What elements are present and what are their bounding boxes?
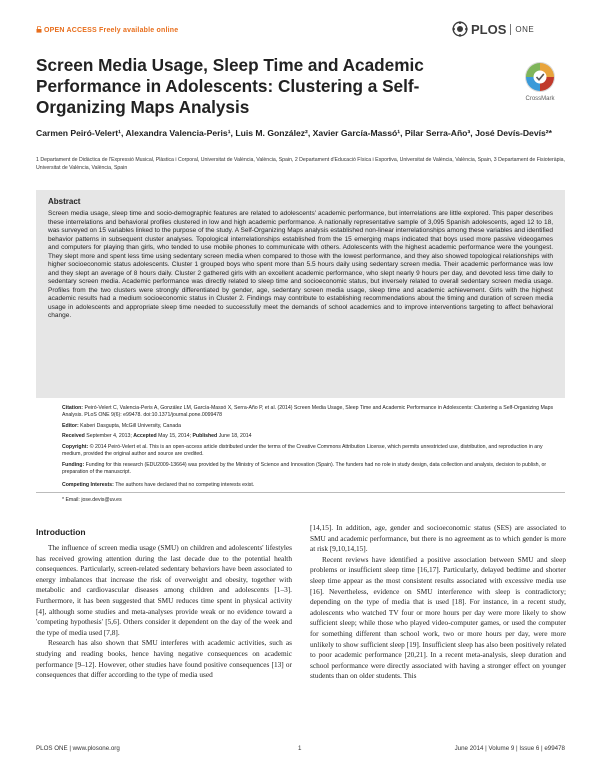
paragraph: [14,15]. In addition, age, gender and socioeconomic status (SES) are associated to SMU and academic performance, but there is no agreement as to which gender is more at risk [9,10,14,15]. bbox=[310, 523, 566, 554]
citation-text: Peiró-Velert C, Valencia-Peris A, González LM, García-Massó X, Serra-Año P, et al. (2014) Screen Media Usage, Sleep Time and Academic Performance in Adolescents: Clustering a Self-Organizing Maps Analysis. PLoS ONE 9(6): e99478. doi:10.1371/journal.pone.0099478 bbox=[62, 405, 554, 419]
funding-label: Funding: bbox=[62, 462, 85, 468]
editor-text: Kaberi Dasgupta, McGill University, Canada bbox=[80, 423, 181, 429]
page-number: 1 bbox=[298, 745, 302, 752]
paragraph: Recent reviews have identified a positive association between SMU and sleep problems or insufficient sleep time [16,17]. Particularly, delayed bedtime and shorter sleep time appear as the most consistent results associated with excessive media use [16]. Nevertheless, evidence on SMU interference with sleep is contradictory; depending on the type of media that is used [18]. For instance, in a recent study, adolescents who watched TV four or more hours per day were more likely to show sufficient sleep; while those who played video-computer games, or used the computer for something different than school work, two or more hours per day, were more unlikely to show sufficient sleep [19]. Insufficient sleep has also been positively related to poor academic performance [20,21]. In a recent meta-analysis, sleep duration and school performance were directly associated with having a stronger effect on younger students than on older students. This bbox=[310, 554, 566, 681]
crossmark-badge[interactable] bbox=[514, 60, 566, 108]
published-date: June 18, 2014 bbox=[218, 433, 252, 439]
crossmark-label: CrossMark bbox=[525, 96, 555, 102]
citation-label: Citation: bbox=[62, 405, 84, 411]
journal-logo-sub: ONE bbox=[515, 24, 535, 34]
affiliations: 1 Departament de Didàctica de l'Expressió Musical, Plàstica i Corporal, Universitat de València, València, Spain, 2 Departament d'Educació Física i Esportiva, Universitat de València, València, Spain, 3 Departament de Fisioteràpia, Universitat de València, València, Spain bbox=[36, 157, 565, 171]
received-date: September 4, 2013; bbox=[86, 433, 132, 439]
open-access-text: OPEN ACCESS Freely available online bbox=[44, 27, 179, 34]
body-column-right bbox=[310, 523, 566, 682]
history-dates bbox=[62, 433, 562, 440]
crossmark-icon bbox=[514, 60, 566, 96]
abstract-box bbox=[36, 190, 565, 398]
copyright bbox=[62, 444, 562, 458]
abstract-text: Screen media usage, sleep time and socio-demographic features are related to adolescents' academic performance, but interrelations are little explored. This paper describes these interrelations and behavioral profiles clustered in low and high academic performance. A nationally representative sample of 3,095 Spanish adolescents, aged 12 to 18, was surveyed on 15 variables linked to the purpose of the study. A Self-Organizing Maps analysis established non-linear interrelationships among these variables and identified behavior patterns in subsequent cluster analyses. Topological interrelationships established from the 15 emerging maps indicated that boys used more passive videogames and computers for playing than girls, who tended to use mobile phones to communicate with others. Adolescents with the highest academic performance were the youngest. They slept more and spent less time using sedentary screen media when compared to those with the lowest performance, and they also showed topological relationships with higher socioeconomic status adolescents. Cluster 1 grouped boys who spent more than 5.5 hours daily using sedentary screen media. Their academic performance was low and they slept an average of 8 hours daily. Cluster 2 gathered girls with an excellent academic performance, who slept nearly 9 hours per day, and devoted less time daily to sedentary screen media. Academic performance was directly related to sleep time and socioeconomic status, but inversely related to overall sedentary screen media usage. Profiles from the two clusters were strongly differentiated by gender, age, sedentary screen media usage, sleep time and academic achievement. Girls with the highest academic results had a medium socioeconomic status in Cluster 2. Findings may contribute to establishing recommendations about the timing and duration of screen media usage in adolescents and appropriate sleep time needed to successfully meet the demands of school academics and to improve interventions targeting to affect behavioral change. bbox=[48, 210, 553, 319]
open-lock-icon bbox=[36, 26, 42, 33]
plos-mark-icon bbox=[452, 21, 468, 37]
published-label: Published bbox=[192, 433, 218, 439]
funding bbox=[62, 462, 562, 476]
abstract-heading: Abstract bbox=[48, 197, 81, 206]
paragraph: The influence of screen media usage (SMU) on children and adolescents' lifestyles has received growing attention during the last decade due to the potential health consequences. Particularly, screen-related sedentary behaviors have been associated to energy imbalances that increase the risk of overweight and obesity, together with metabolic and cardiovascular diseases among children and adolescents [1–3]. Furthermore, it has been suggested that SMU reduces time spent in physical activity [4], although some studies and meta-analyses provide weak or no evidence toward a 'competing hypothesis' [5,6]. Others consider it dependent on the day of the week and the type of media used [7,8]. bbox=[36, 543, 292, 637]
contact-email: * Email: jose.devis@uv.es bbox=[62, 497, 122, 503]
author-list: Carmen Peiró-Velert¹, Alexandra Valencia-Peris¹, Luis M. González², Xavier García-Massó¹, Pilar Serra-Año³, José Devís-Devís²* bbox=[36, 128, 552, 138]
paragraph: Research has also shown that SMU interferes with academic activities, such as studying and reading books, hence having negative consequences on academic performance [9–12]. However, other studies have found positive consequences [13] or consequences that differ according to the type of media used bbox=[36, 638, 292, 680]
competing-label: Competing Interests: bbox=[62, 482, 114, 488]
footer-issue: June 2014 | Volume 9 | Issue 6 | e99478 bbox=[454, 745, 565, 752]
editor bbox=[62, 423, 562, 430]
copyright-text: © 2014 Peiró-Velert et al. This is an open-access article distributed under the terms of the Creative Commons Attribution License, which permits unrestricted use, distribution, and reproduction in any medium, provided the original author and source are credited. bbox=[62, 444, 543, 458]
article-title: Screen Media Usage, Sleep Time and Academic Performance in Adolescents: Clustering a Self-Organizing Maps Analysis bbox=[36, 55, 424, 117]
accepted-label: Accepted bbox=[133, 433, 157, 439]
citation bbox=[62, 405, 562, 419]
section-heading-introduction: Introduction bbox=[36, 527, 86, 537]
competing-interests bbox=[62, 482, 562, 489]
body-column-left bbox=[36, 543, 292, 681]
logo-divider bbox=[510, 24, 511, 35]
footer-journal: PLOS ONE | www.plosone.org bbox=[36, 745, 120, 752]
open-access-badge bbox=[36, 26, 178, 34]
competing-text: The authors have declared that no competing interests exist. bbox=[115, 482, 255, 488]
divider bbox=[36, 492, 565, 493]
journal-logo bbox=[452, 20, 534, 38]
accepted-date: May 15, 2014; bbox=[158, 433, 191, 439]
journal-logo-text: PLOS bbox=[471, 21, 507, 37]
editor-label: Editor: bbox=[62, 423, 79, 429]
funding-text: Funding for this research (EDU2009-13664) was provided by the Ministry of Science and Innovation (Spain). The funders had no role in study design, data collection and analysis, decision to publish, or preparation of the manuscript. bbox=[62, 462, 547, 476]
received-label: Received bbox=[62, 433, 85, 439]
copyright-label: Copyright: bbox=[62, 444, 89, 450]
